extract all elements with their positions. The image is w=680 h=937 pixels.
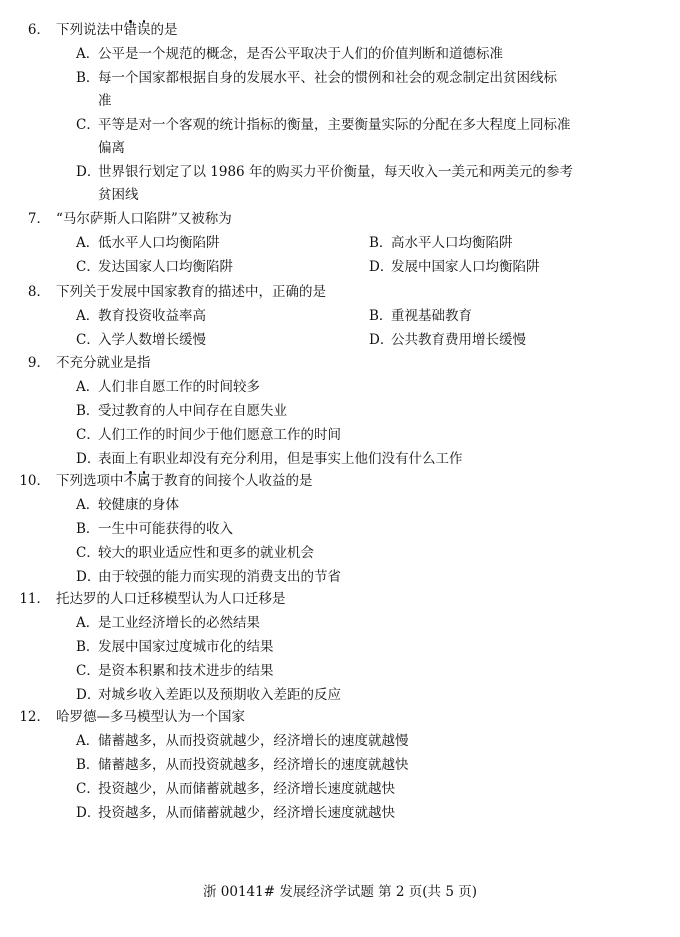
option-d: D． 世界银行划定了以 1986 年的购买力平价衡量，每天收入一美元和两美元的参考: [76, 164, 573, 180]
option-row: [0, 255, 680, 279]
question-9: [0, 351, 680, 471]
option-b: B． 受过教育的人中间存在自愿失业: [76, 403, 287, 419]
page-footer: 浙 00141# 发展经济学试题 第 2 页(共 5 页): [202, 884, 477, 900]
option-c: C． 是资本积累和技术进步的结果: [76, 663, 274, 679]
option-a: A． 较健康的身体: [76, 497, 179, 513]
emphasis-char: 错: [123, 22, 137, 38]
option-c: C． 投资越少，从而储蓄就越多，经济增长速度就越快: [76, 781, 395, 797]
question-6: [0, 18, 680, 207]
question-number: 8．: [27, 284, 50, 300]
question-stem: 托达罗的人口迁移模型认为人口迁移是: [56, 591, 286, 607]
emphasis-char: 属: [137, 473, 151, 489]
option-a: A． 公平是一个规范的概念，是否公平取决于人们的价值判断和道德标准: [76, 46, 503, 62]
option-row: [0, 328, 680, 352]
option-d: D． 对城乡收入差距以及预期收入差距的反应: [76, 687, 341, 703]
option-a-label: A．: [76, 308, 100, 324]
option-b: B． 每一个国家都根据自身的发展水平、社会的惯例和社会的观念制定出贫困线标: [76, 70, 557, 86]
option-d-continued: 贫困线: [98, 187, 139, 203]
question-stem: 下列说法中错误的是: [56, 22, 178, 38]
question-stem: 不充分就业是指: [56, 355, 151, 371]
option-c: C． 较大的职业适应性和更多的就业机会: [76, 545, 314, 561]
question-7: [0, 207, 680, 279]
option-c-label: C．: [76, 332, 100, 348]
option-b-text: 高水平人口均衡陷阱: [391, 235, 513, 251]
option-b-label: B．: [369, 235, 393, 251]
option-d: D． 表面上有职业却没有充分利用，但是事实上他们没有什么工作: [76, 451, 463, 467]
option-b-label: B．: [369, 308, 393, 324]
question-number: 6．: [27, 22, 50, 38]
question-stem: 下列关于发展中国家教育的描述中，正确的是: [56, 284, 326, 300]
option-c: C． 平等是对一个客观的统计指标的衡量，主要衡量实际的分配在多大程度上同标准: [76, 117, 571, 133]
question-stem: 下列选项中不属于教育的间接个人收益的是: [56, 473, 313, 489]
option-d-label: D．: [369, 259, 394, 275]
option-b: B． 发展中国家过度城市化的结果: [76, 639, 274, 655]
option-d-label: D．: [369, 332, 394, 348]
emphasis-char: 不: [123, 473, 137, 489]
option-a: A． 是工业经济增长的必然结果: [76, 615, 260, 631]
question-number: 7．: [27, 211, 50, 227]
option-c-text: 发达国家人口均衡陷阱: [98, 259, 233, 275]
option-d: D． 投资越多，从而储蓄就越少，经济增长速度就越快: [76, 805, 395, 821]
option-a-text: 教育投资收益率高: [98, 308, 206, 324]
option-b-continued: 准: [98, 93, 112, 109]
question-stem: 哈罗德—多马模型认为一个国家: [56, 709, 245, 725]
option-c-label: C．: [76, 259, 100, 275]
option-a-text: 低水平人口均衡陷阱: [98, 235, 220, 251]
option-row: [0, 304, 680, 328]
option-b-text: 重视基础教育: [391, 308, 472, 324]
emphasis-char: 误: [137, 22, 151, 38]
option-d-text: 公共教育费用增长缓慢: [391, 332, 526, 348]
question-11: [0, 587, 680, 707]
option-c-text: 入学人数增长缓慢: [98, 332, 206, 348]
question-stem: “马尔萨斯人口陷阱”又被称为: [56, 211, 232, 227]
question-8: [0, 280, 680, 352]
option-a: A． 人们非自愿工作的时间较多: [76, 379, 260, 395]
question-number: 9．: [27, 355, 50, 371]
question-10: [0, 469, 680, 589]
option-c-continued: 偏离: [98, 140, 125, 156]
option-c: C． 人们工作的时间少于他们愿意工作的时间: [76, 427, 341, 443]
option-a-label: A．: [76, 235, 100, 251]
option-b: B． 一生中可能获得的收入: [76, 521, 233, 537]
question-12: [0, 705, 680, 825]
option-row: [0, 231, 680, 255]
question-number: 11．: [19, 591, 50, 607]
question-number: 10．: [19, 473, 50, 489]
option-d-text: 发展中国家人口均衡陷阱: [391, 259, 540, 275]
option-d: D． 由于较强的能力而实现的消费支出的节省: [76, 569, 341, 585]
option-a: A． 储蓄越多，从而投资就越少，经济增长的速度就越慢: [76, 733, 409, 749]
question-number: 12．: [19, 709, 50, 725]
option-b: B． 储蓄越多，从而投资就越多，经济增长的速度就越快: [76, 757, 409, 773]
